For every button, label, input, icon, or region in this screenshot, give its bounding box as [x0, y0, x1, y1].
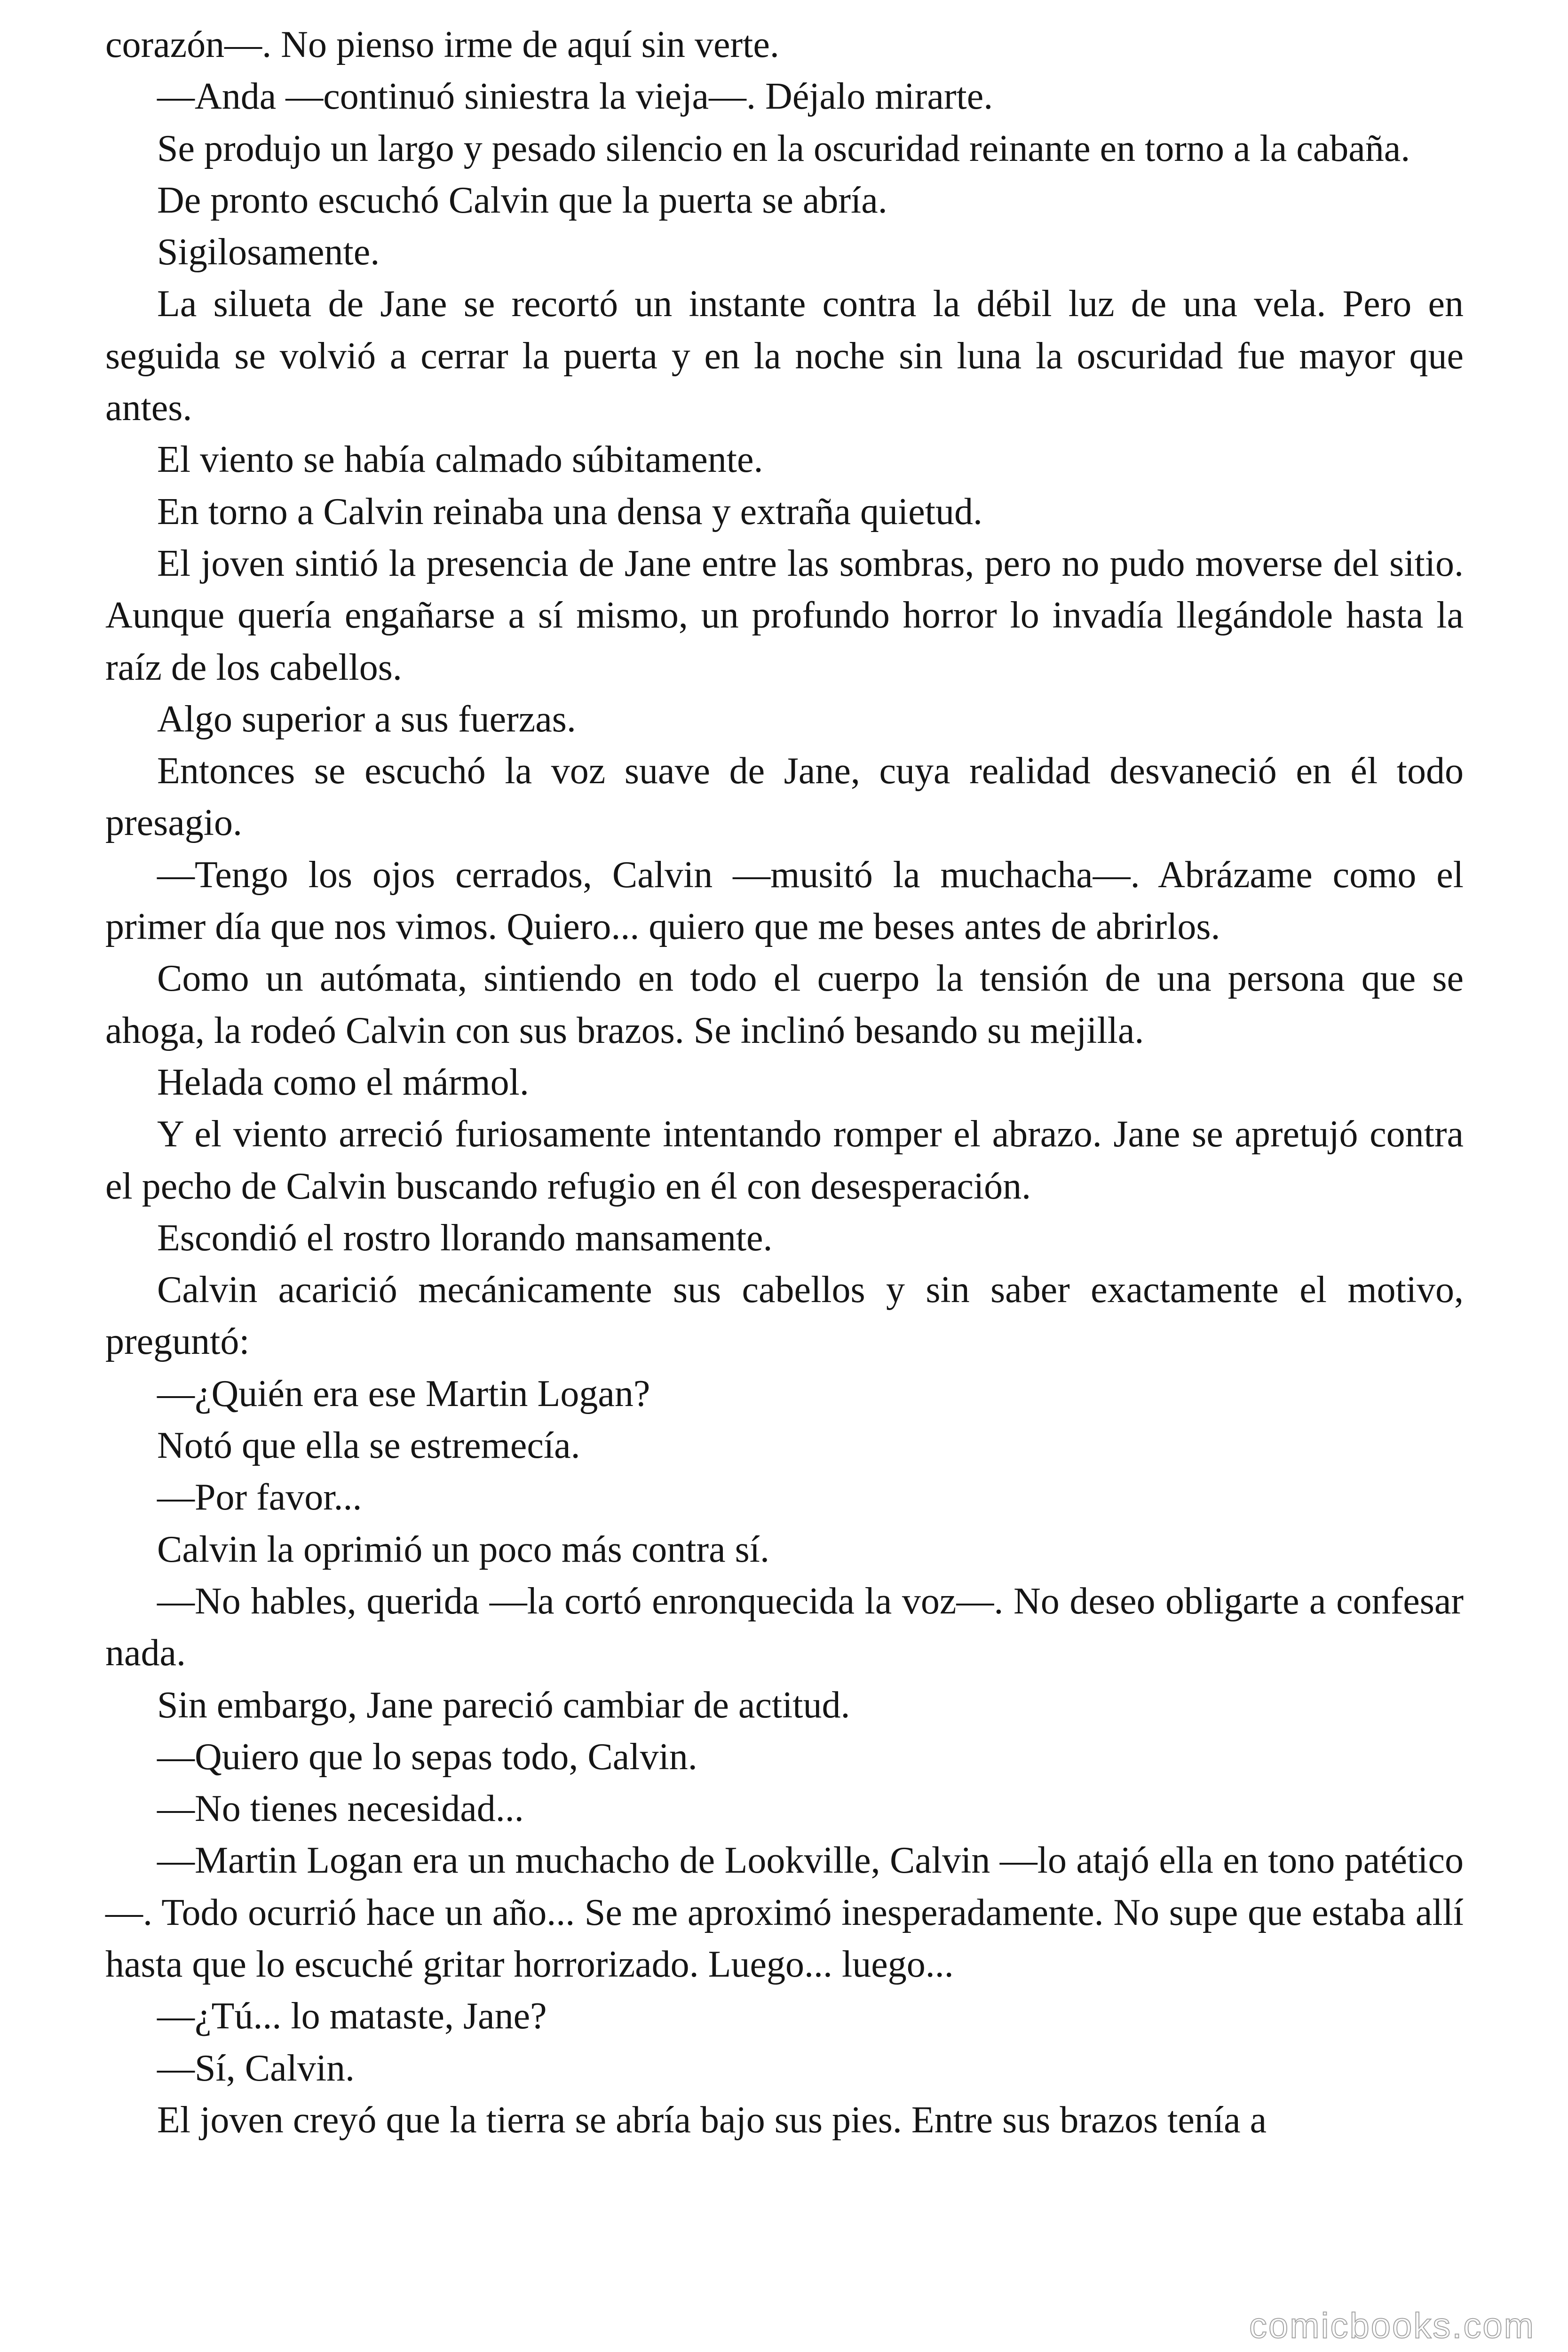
paragraph-14: Helada como el mármol. — [157, 1061, 529, 1103]
paragraph-28: —Sí, Calvin. — [157, 2047, 355, 2089]
paragraph-4: De pronto escuchó Calvin que la puerta se abría. — [157, 179, 887, 221]
watermark: comicbooks.com — [1249, 2306, 1535, 2346]
paragraph-18: —¿Quién era ese Martin Logan? — [157, 1373, 650, 1414]
book-page — [105, 19, 1464, 2146]
paragraph-15: Y el viento arreció furiosamente intentando romper el abrazo. Jane se apretujó contra el pecho de Calvin buscando refugio en él con desesperación. — [105, 1113, 1464, 1207]
paragraph-27: —¿Tú... lo mataste, Jane? — [157, 1995, 547, 2037]
paragraph-8: En torno a Calvin reinaba una densa y extraña quietud. — [157, 491, 982, 532]
paragraph-25: —No tienes necesidad... — [157, 1788, 524, 1830]
paragraph-29: El joven creyó que la tierra se abría bajo sus pies. Entre sus brazos tenía a — [157, 2099, 1267, 2141]
paragraph-26: —Martin Logan era un muchacho de Lookville, Calvin —lo atajó ella en tono patético—. Todo ocurrió hace un año... Se me aproximó inesperadamente. No supe que estaba allí hasta que lo escuché gritar horrorizado. Luego... luego... — [105, 1840, 1464, 1985]
paragraph-9: El joven sintió la presencia de Jane entre las sombras, pero no pudo moverse del sitio. Aunque quería engañarse a sí mismo, un profundo horror lo invadía llegándole hasta la raíz de los cabellos. — [105, 542, 1464, 688]
paragraph-20: —Por favor... — [157, 1477, 362, 1518]
paragraph-21: Calvin la oprimió un poco más contra sí. — [157, 1528, 769, 1570]
paragraph-6: La silueta de Jane se recortó un instante contra la débil luz de una vela. Pero en seguida se volvió a cerrar la puerta y en la noche sin luna la oscuridad fue mayor que antes. — [105, 283, 1464, 429]
paragraph-1: corazón—. No pienso irme de aquí sin verte. — [105, 24, 779, 65]
paragraph-2: —Anda —continuó siniestra la vieja—. Déjalo mirarte. — [157, 76, 993, 118]
paragraph-7: El viento se había calmado súbitamente. — [157, 439, 763, 481]
paragraph-16: Escondió el rostro llorando mansamente. — [157, 1217, 773, 1259]
paragraph-13: Como un autómata, sintiendo en todo el cuerpo la tensión de una persona que se ahoga, la rodeó Calvin con sus brazos. Se inclinó besando su mejilla. — [105, 958, 1464, 1051]
paragraph-12: —Tengo los ojos cerrados, Calvin —musitó la muchacha—. Abrázame como el primer día que nos vimos. Quiero... quiero que me beses antes de abrirlos. — [105, 854, 1464, 948]
paragraph-24: —Quiero que lo sepas todo, Calvin. — [157, 1736, 697, 1778]
paragraph-17: Calvin acarició mecánicamente sus cabellos y sin saber exactamente el motivo, preguntó: — [105, 1269, 1464, 1363]
paragraph-10: Algo superior a sus fuerzas. — [157, 698, 576, 740]
paragraph-19: Notó que ella se estremecía. — [157, 1425, 580, 1467]
paragraph-5: Sigilosamente. — [157, 231, 380, 273]
paragraph-3: Se produjo un largo y pesado silencio en la oscuridad reinante en torno a la cabaña. — [157, 127, 1410, 169]
paragraph-11: Entonces se escuchó la voz suave de Jane, cuya realidad desvaneció en él todo presagio. — [105, 750, 1464, 844]
paragraph-22: —No hables, querida —la cortó enronquecida la voz—. No deseo obligarte a confesar nada. — [105, 1580, 1464, 1674]
paragraph-23: Sin embargo, Jane pareció cambiar de actitud. — [157, 1684, 850, 1726]
